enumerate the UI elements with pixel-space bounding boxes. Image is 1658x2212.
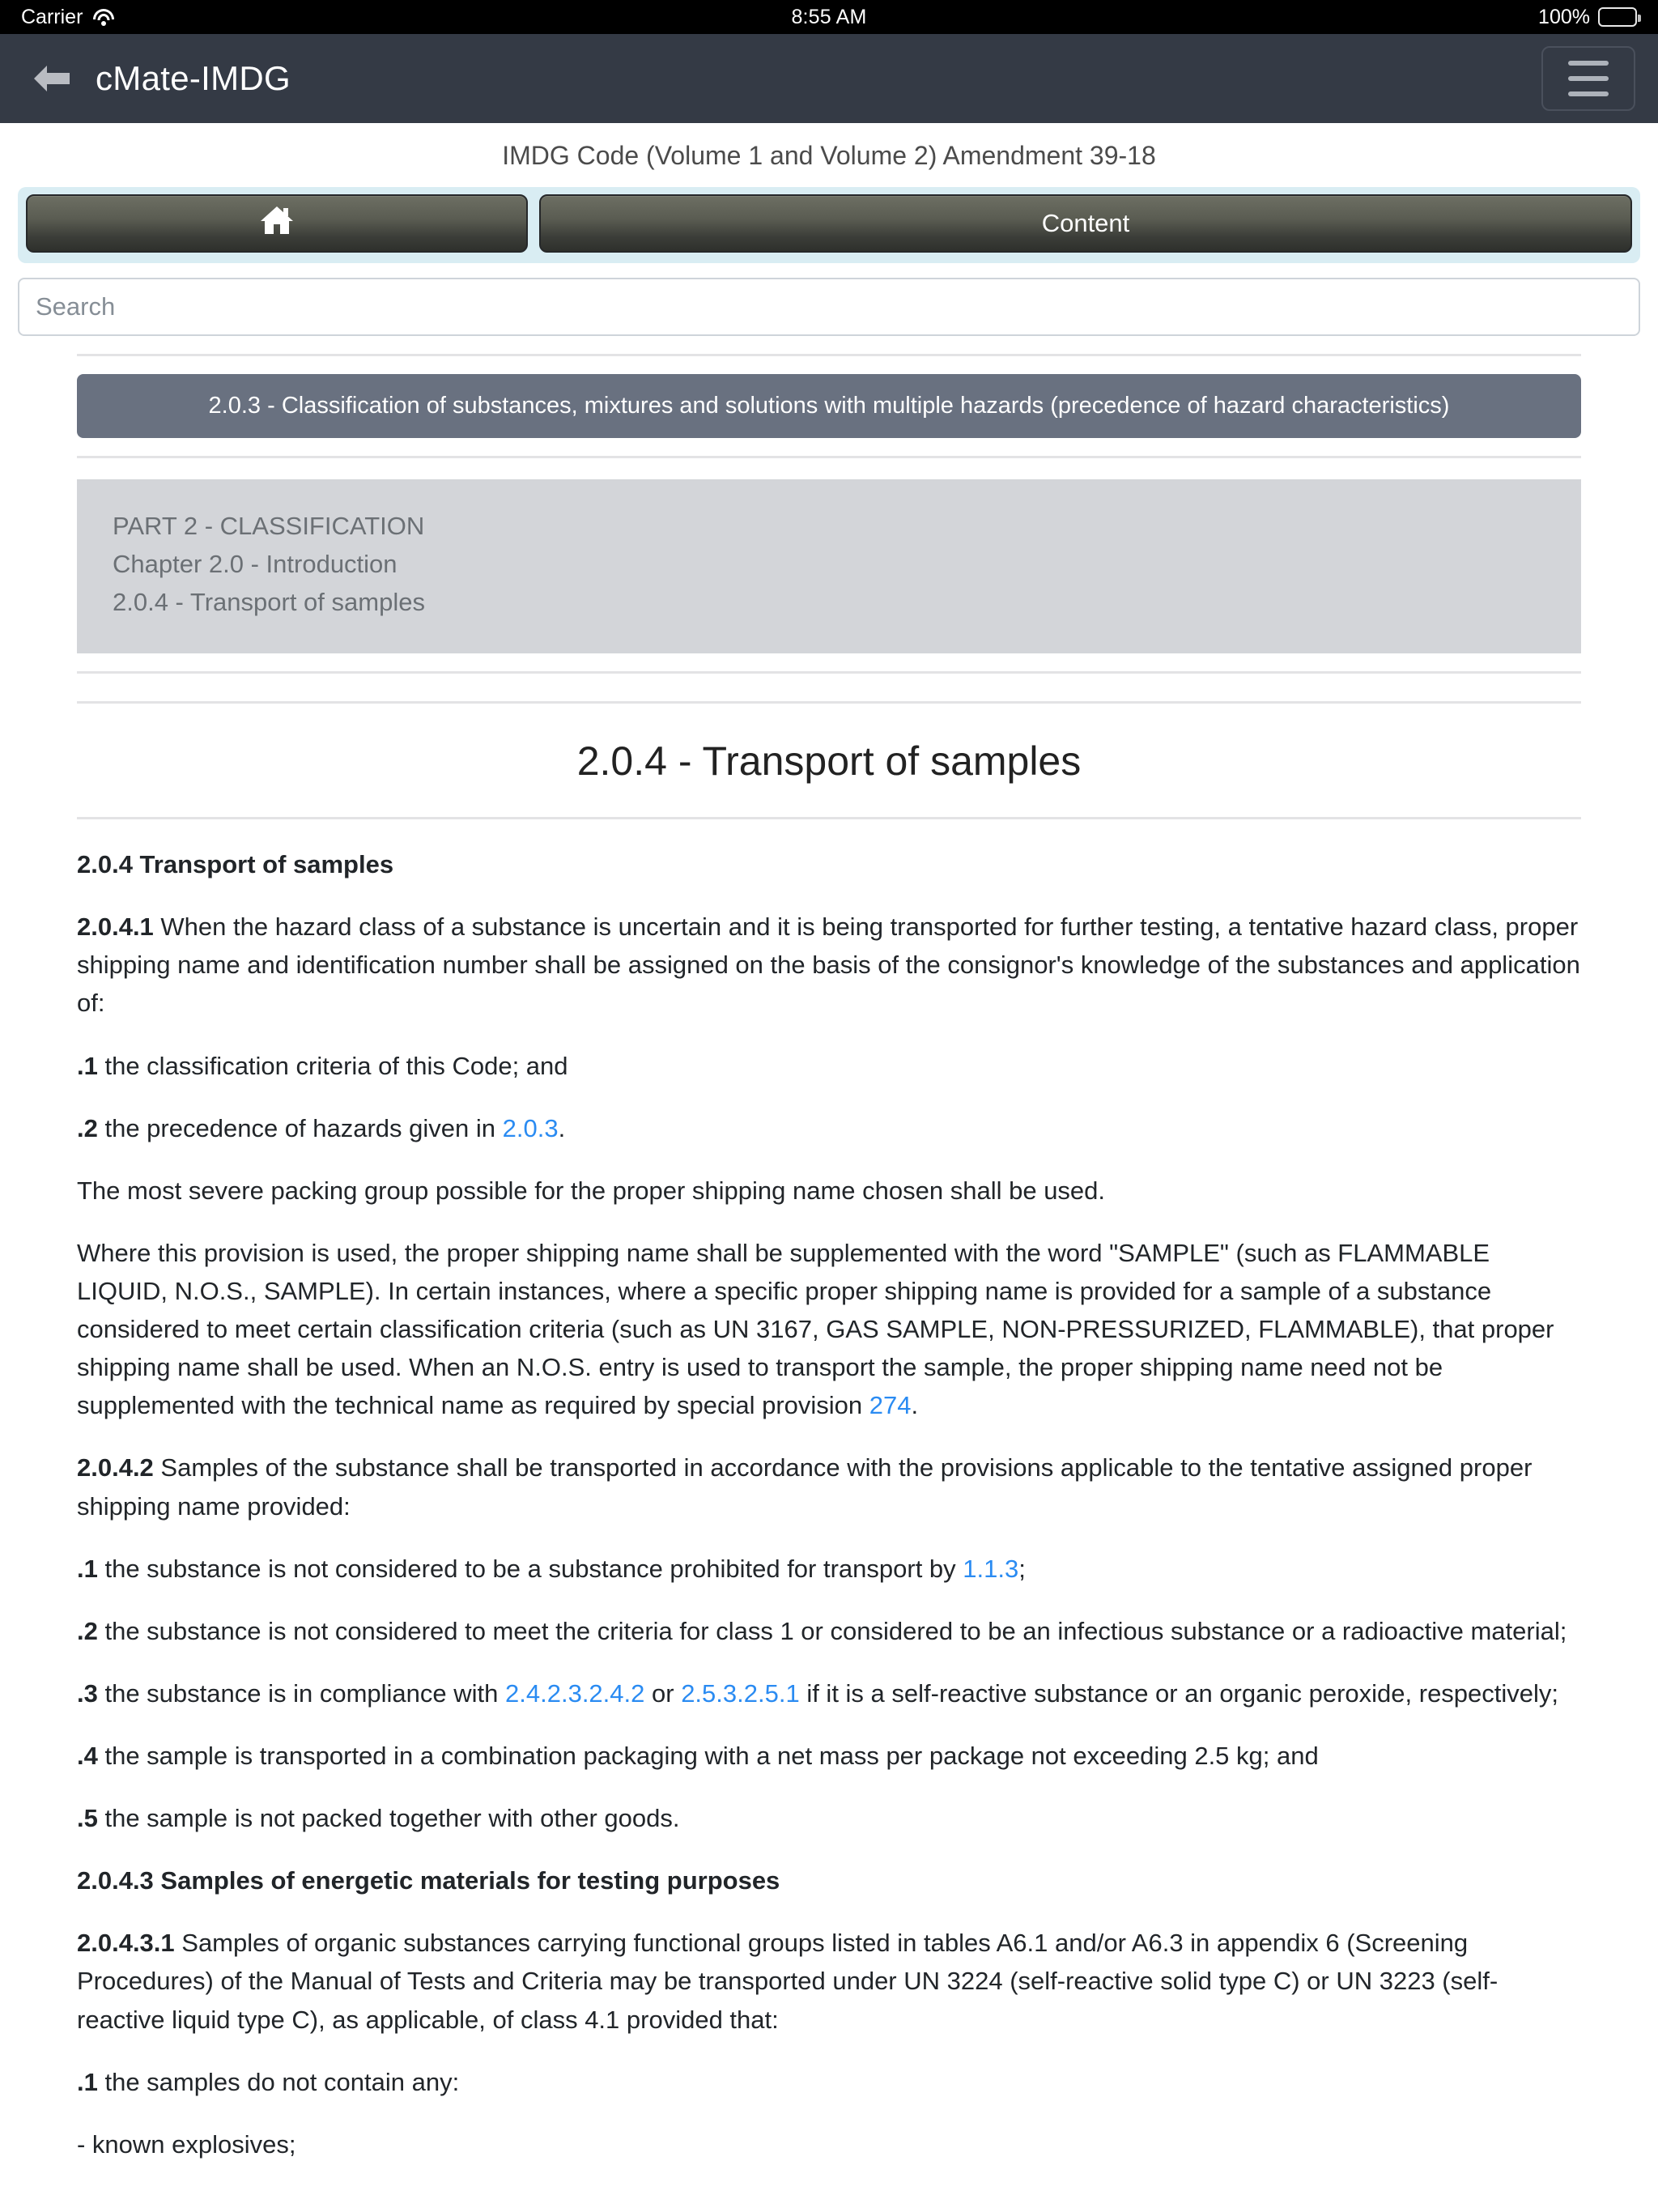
breadcrumb-part: PART 2 - CLASSIFICATION [113,511,425,540]
related-section-row [0,356,1658,438]
breadcrumb [77,479,1581,653]
paragraph-2-0-4-2-item-4 [77,1737,1581,1775]
divider-above-breadcrumb [77,456,1581,458]
paragraph-2-0-4-3-1 [77,1924,1581,2038]
app-title: cMate-IMDG [96,59,291,97]
paragraph-2-0-4-2-item-1 [77,1550,1581,1588]
status-bar-right [1538,6,1637,29]
clause-number: .1 [77,2067,98,2096]
clause-number: .5 [77,1804,98,1833]
clause-number: .3 [77,1678,98,1708]
search-row [0,263,1658,336]
breadcrumb-section: 2.0.4 - Transport of samples [113,588,425,617]
section-heading-2-0-4-3 [77,1861,1581,1899]
paragraph-most-severe-packing-group: The most severe packing group possible for the proper shipping name chosen shall be used. [77,1176,1106,1205]
status-bar-clock: 8:55 AM [791,5,867,28]
divider-below-title [77,817,1581,819]
clause-text: Samples of the substance shall be transported in accordance with the provisions applicable to the tentative assigned proper shipping name provided: [77,1453,1533,1521]
ios-status-bar [0,0,1658,34]
paragraph-2-0-4-1-item-1 [77,1047,1581,1085]
paragraph-known-explosives: - known explosives; [77,2129,296,2159]
clause-text-tail: . [911,1391,919,1420]
clause-text: the sample is not packed together with other goods. [97,1804,680,1833]
clause-number: .2 [77,1113,98,1142]
reference-link-2-5-3-2-5-1[interactable]: 2.5.3.2.5.1 [681,1678,800,1708]
clause-text-tail: if it is a self-reactive substance or an organic peroxide, respectively; [799,1678,1559,1708]
clause-number: .2 [77,1616,98,1645]
paragraph-2-0-4-1-item-2 [77,1109,1581,1147]
paragraph-2-0-4-2-item-3 [77,1674,1581,1712]
clause-text: Where this provision is used, the proper shipping name shall be supplemented with the word "SAMPLE" (such as FLAMMABLE LIQUID, N.O.S., SAMPLE). In certain instances, where a specific proper shipping name is provided for a sample of a substance considered to meet certain classification criteria (such as UN 3167, GAS SAMPLE, NON-PRESSURIZED, FLAMMABLE), that proper shipping name shall be used. When an N.O.S. entry is used to transport the sample, the proper shipping name need not be supplemented with the technical name as required by special provision [77,1238,1554,1420]
clause-text: the samples do not contain any: [97,2067,460,2096]
home-icon [260,205,294,242]
clause-text-tail: . [558,1113,566,1142]
battery-full-icon [1598,7,1637,27]
clause-text: the substance is in compliance with [97,1678,506,1708]
clause-text: the classification criteria of this Code; and [97,1051,568,1080]
clause-number: 2.0.4.1 [77,912,154,942]
clause-text: the sample is transported in a combination packaging with a net mass per package not exceeding 2.5 kg; and [97,1741,1319,1770]
clause-number: .1 [77,1554,98,1583]
navigation-bar [0,34,1658,123]
clause-number: 2.0.4.2 [77,1453,154,1482]
carrier-label: Carrier [21,5,83,28]
clause-text: Samples of organic substances carrying functional groups listed in tables A6.1 and/or A6.3 in appendix 6 (Screening Procedures) of the Manual of Tests and Criteria may be transported under UN 3224 (self-reactive solid type C) or UN 3223 (self-reactive liquid type C), as applicable, of class 4.1 provided that: [77,1929,1499,2034]
paragraph-2-0-4-2-item-2 [77,1612,1581,1650]
tab-button-group [18,187,1640,263]
tab-content-label: Content [1041,209,1130,237]
hamburger-menu-icon[interactable] [1541,46,1635,111]
clause-number: .4 [77,1741,98,1770]
tab-home[interactable] [26,194,528,253]
back-arrow-icon[interactable] [28,54,76,103]
section-heading-2-0-4-text: 2.0.4 Transport of samples [77,850,394,879]
page-title: 2.0.4 - Transport of samples [576,738,1082,785]
section-heading-2-0-4-3-text: 2.0.4.3 Samples of energetic materials for testing purposes [77,1866,780,1895]
clause-text-mid: or [644,1678,682,1708]
clause-text: When the hazard class of a substance is uncertain and it is being transported for further testing, a tentative hazard class, proper shipping name and identification number shall be assigned on the basis of the consignor's knowledge of the substances and application of: [77,912,1580,1018]
section-heading-2-0-4 [77,845,1581,883]
article-body [0,845,1658,2163]
paragraph-2-0-4-2 [77,1448,1581,1525]
divider-below-breadcrumb [77,671,1581,674]
clause-text-tail: ; [1018,1554,1026,1583]
clause-text: the precedence of hazards given in [97,1113,503,1142]
paragraph-sample-supplement [77,1234,1581,1425]
reference-link-2-0-3[interactable]: 2.0.3 [502,1113,559,1142]
paragraph-2-0-4-1 [77,908,1581,1022]
reference-link-2-4-2-3-2-4-2[interactable]: 2.4.2.3.2.4.2 [505,1678,645,1708]
code-subtitle: IMDG Code (Volume 1 and Volume 2) Amendment 39-18 [502,141,1156,170]
clause-number: .1 [77,1051,98,1080]
clause-text: the substance is not considered to be a substance prohibited for transport by [97,1554,963,1583]
paragraph-2-0-4-2-item-5 [77,1799,1581,1837]
paragraph-2-0-4-3-1-item-1 [77,2063,1581,2101]
battery-percent-label: 100% [1538,5,1590,28]
clause-number: 2.0.4.3.1 [77,1929,175,1958]
reference-link-1-1-3[interactable]: 1.1.3 [963,1554,1019,1583]
tab-content[interactable] [539,194,1632,253]
related-section-chip[interactable]: 2.0.3 - Classification of substances, mixtures and solutions with multiple hazards (precedence of hazard characteristics) [77,374,1581,438]
search-input[interactable] [18,278,1640,336]
reference-link-274[interactable]: 274 [869,1391,912,1420]
clause-text: the substance is not considered to meet the criteria for class 1 or considered to be an infectious substance or a radioactive material; [97,1616,1567,1645]
breadcrumb-chapter: Chapter 2.0 - Introduction [113,549,397,578]
